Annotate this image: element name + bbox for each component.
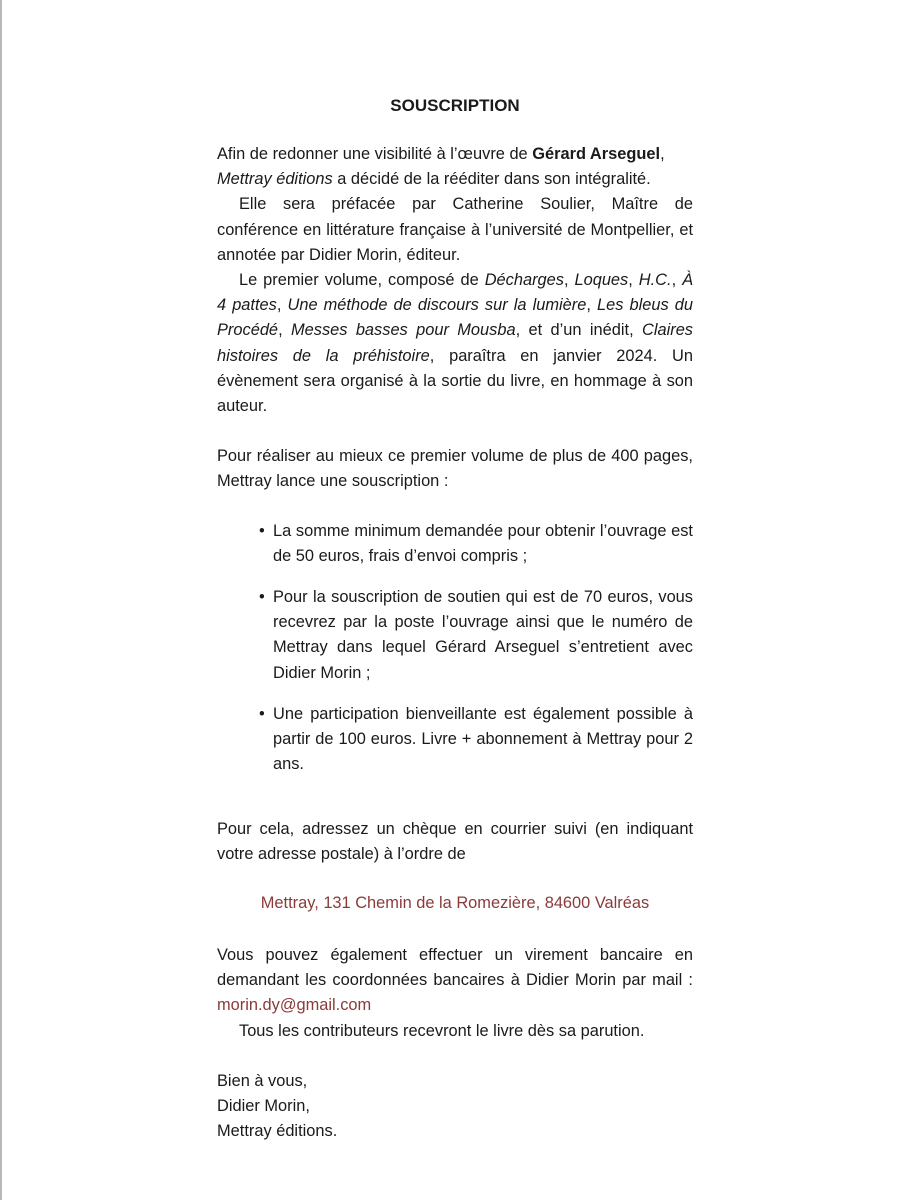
subscription-intro	[217, 444, 693, 494]
document-title: SOUSCRIPTION	[390, 96, 520, 115]
transfer-text: Vous pouvez également effectuer un virement bancaire en demandant les coordonnées bancaires à Didier Morin par mail :	[217, 946, 693, 990]
work-title: Une méthode de discours sur la lumière	[287, 296, 587, 315]
bullet-icon: •	[259, 705, 265, 723]
separator: ,	[671, 271, 683, 290]
transfer-paragraph	[217, 943, 693, 1019]
separator: ,	[586, 296, 598, 315]
bullet-icon: •	[259, 588, 265, 606]
separator: , et d’un inédit,	[515, 321, 642, 340]
intro-comma: ,	[660, 145, 665, 163]
transfer-section	[217, 943, 693, 1044]
work-title: Claires histoires de la préhistoire	[217, 321, 694, 365]
intro-text-end: a décidé de la rééditer dans son intégralité.	[332, 170, 651, 189]
work-title: Décharges	[484, 271, 564, 290]
preface-paragraph: Elle sera préfacée par Catherine Soulier, Maître de conférence en littérature française à l’université de Montpellier, et annotée par Didier Morin, éditeur.	[217, 195, 693, 264]
work-title: Messes basses pour Mousba	[290, 321, 516, 340]
cheque-paragraph: Pour cela, adressez un chèque en courrier suivi (en indiquant votre adresse postale) à l’ordre de	[217, 820, 693, 864]
email-link[interactable]: morin.dy@gmail.com	[217, 996, 372, 1015]
intro-section	[217, 142, 693, 419]
work-title: Les bleus du Procédé	[217, 296, 694, 340]
contributors-paragraph: Tous les contributeurs recevront le livre dès sa parution.	[239, 1021, 645, 1040]
signer-organization: Mettray éditions.	[217, 1122, 338, 1141]
option-item	[259, 585, 693, 686]
option-text: Pour la souscription de soutien qui est de 70 euros, vous recevrez par la poste l’ouvrage ainsi que le numéro de Mettray dans lequel Gérard Arseguel s’entretient avec Didier Morin ;	[273, 588, 693, 682]
publisher-name: Mettray éditions	[217, 170, 333, 189]
intro-text: Afin de redonner une visibilité à l’œuvre de	[217, 145, 533, 163]
volume-text-end: , paraîtra en janvier 2024. Un évènement sera organisé à la sortie du livre, en hommage à son auteur.	[217, 346, 694, 416]
option-text: La somme minimum demandée pour obtenir l’ouvrage est de 50 euros, frais d’envoi compris ;	[273, 522, 693, 566]
separator: ,	[563, 271, 575, 290]
option-text: Une participation bienveillante est également possible à partir de 100 euros. Livre + abonnement à Mettray pour 2 ans.	[273, 705, 693, 774]
work-title: À 4 pattes	[217, 271, 694, 315]
separator: ,	[628, 271, 639, 290]
page-edge	[0, 0, 2, 1200]
bullet-icon: •	[259, 522, 265, 540]
separator: ,	[276, 296, 288, 315]
signature-block	[217, 1069, 693, 1145]
work-title: H.C.	[638, 271, 672, 290]
signer-name: Didier Morin,	[217, 1097, 310, 1116]
payment-section	[217, 817, 693, 867]
author-name: Gérard Arseguel	[532, 145, 661, 163]
volume-paragraph	[217, 268, 693, 419]
subscription-paragraph: Pour réaliser au mieux ce premier volume de plus de 400 pages, Mettray lance une souscription :	[217, 447, 693, 491]
work-title: Loques	[574, 271, 629, 290]
separator: ,	[278, 321, 291, 340]
volume-text: Le premier volume, composé de	[239, 271, 485, 290]
signoff-line: Bien à vous,	[217, 1072, 308, 1090]
intro-paragraph	[217, 142, 693, 192]
option-item	[259, 702, 693, 778]
option-item	[259, 519, 693, 569]
postal-address: Mettray, 131 Chemin de la Romezière, 84600 Valréas	[260, 894, 650, 912]
